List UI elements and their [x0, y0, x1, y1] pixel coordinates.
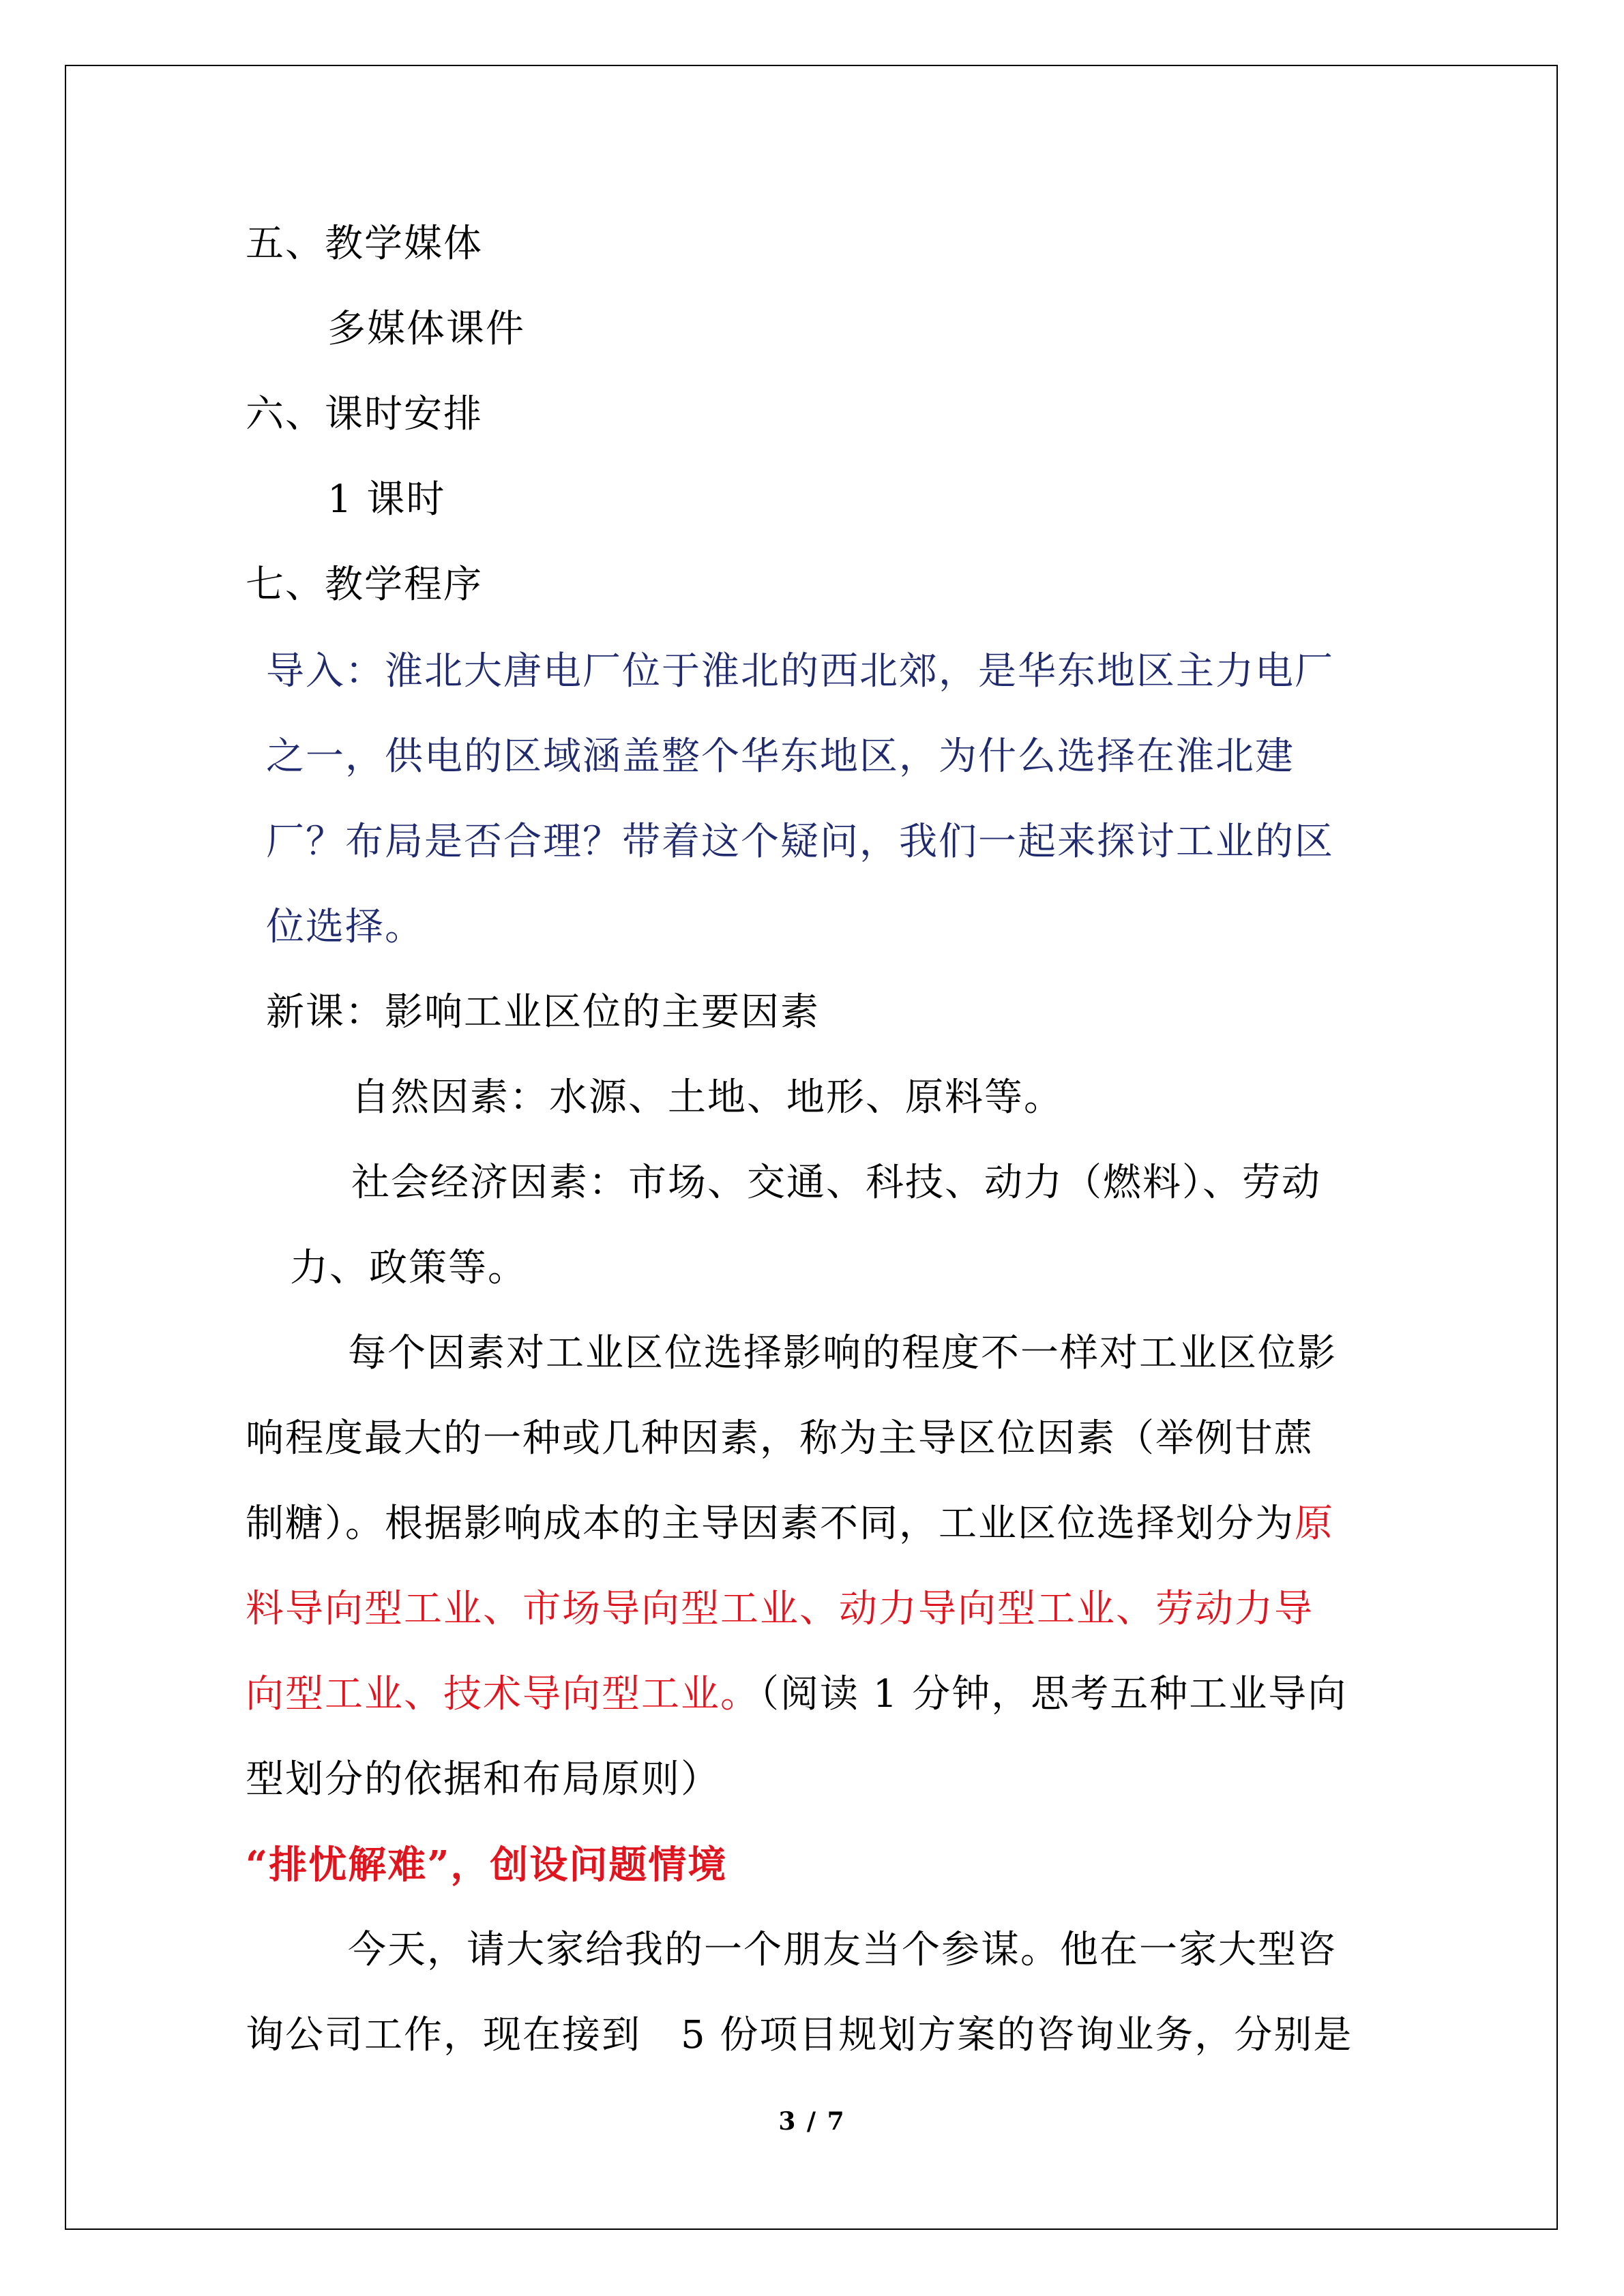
paragraph-line-5-highlight: 向型工业、技术导向型工业。: [246, 1672, 760, 1716]
section-heading-procedure: 七、教学程序: [246, 563, 483, 607]
social-factors-line-1: 社会经济因素：市场、交通、科技、动力（燃料）、劳动: [351, 1161, 1321, 1205]
new-lesson-title: 新课：影响工业区位的主要因素: [266, 990, 820, 1034]
paragraph-line-1: 每个因素对工业区位选择影响的程度不一样对工业区位影: [348, 1331, 1337, 1375]
scenario-heading: “排忧解难”，创设问题情境: [246, 1843, 728, 1888]
paragraph-line-4-highlight: 料导向型工业、市场导向型工业、动力导向型工业、劳动力导: [246, 1587, 1314, 1631]
social-factors-line-2: 力、政策等。: [290, 1246, 527, 1290]
paragraph-line-6: 型划分的依据和布局原则）: [246, 1757, 720, 1802]
section-heading-media: 五、教学媒体: [246, 222, 483, 266]
paragraph-line-2: 响程度最大的一种或几种因素，称为主导区位因素（举例甘蔗: [246, 1416, 1314, 1461]
scenario-line-2: 询公司工作，现在接到 5 份项目规划方案的咨询业务，分别是: [246, 2013, 1353, 2057]
natural-factors: 自然因素：水源、土地、地形、原料等。: [351, 1075, 1063, 1120]
page-border: [65, 65, 1558, 2230]
section-body-media: 多媒体课件: [327, 307, 525, 351]
intro-line-4: 位选择。: [266, 905, 424, 949]
scenario-line-1: 今天，请大家给我的一个朋友当个参谋。他在一家大型咨: [348, 1928, 1337, 1972]
intro-line-1: 导入：淮北大唐电厂位于淮北的西北郊，是华东地区主力电厂: [266, 649, 1334, 694]
paragraph-line-5: [246, 1672, 1348, 1716]
paragraph-line-3-text: 制糖）。根据影响成本的主导因素不同，工业区位选择划分为: [246, 1502, 1295, 1546]
paragraph-line-3-highlight: 原: [1295, 1502, 1334, 1546]
page-number: 3 / 7: [778, 2107, 846, 2136]
paragraph-line-5-text: （阅读 1 分钟，思考五种工业导向: [760, 1672, 1348, 1716]
intro-line-2: 之一，供电的区域涵盖整个华东地区，为什么选择在淮北建: [266, 734, 1295, 779]
paragraph-line-3: [246, 1502, 1334, 1546]
section-heading-schedule: 六、课时安排: [246, 392, 483, 436]
intro-line-3: 厂？布局是否合理？带着这个疑问，我们一起来探讨工业的区: [266, 820, 1334, 864]
section-body-schedule: 1 课时: [327, 477, 446, 522]
